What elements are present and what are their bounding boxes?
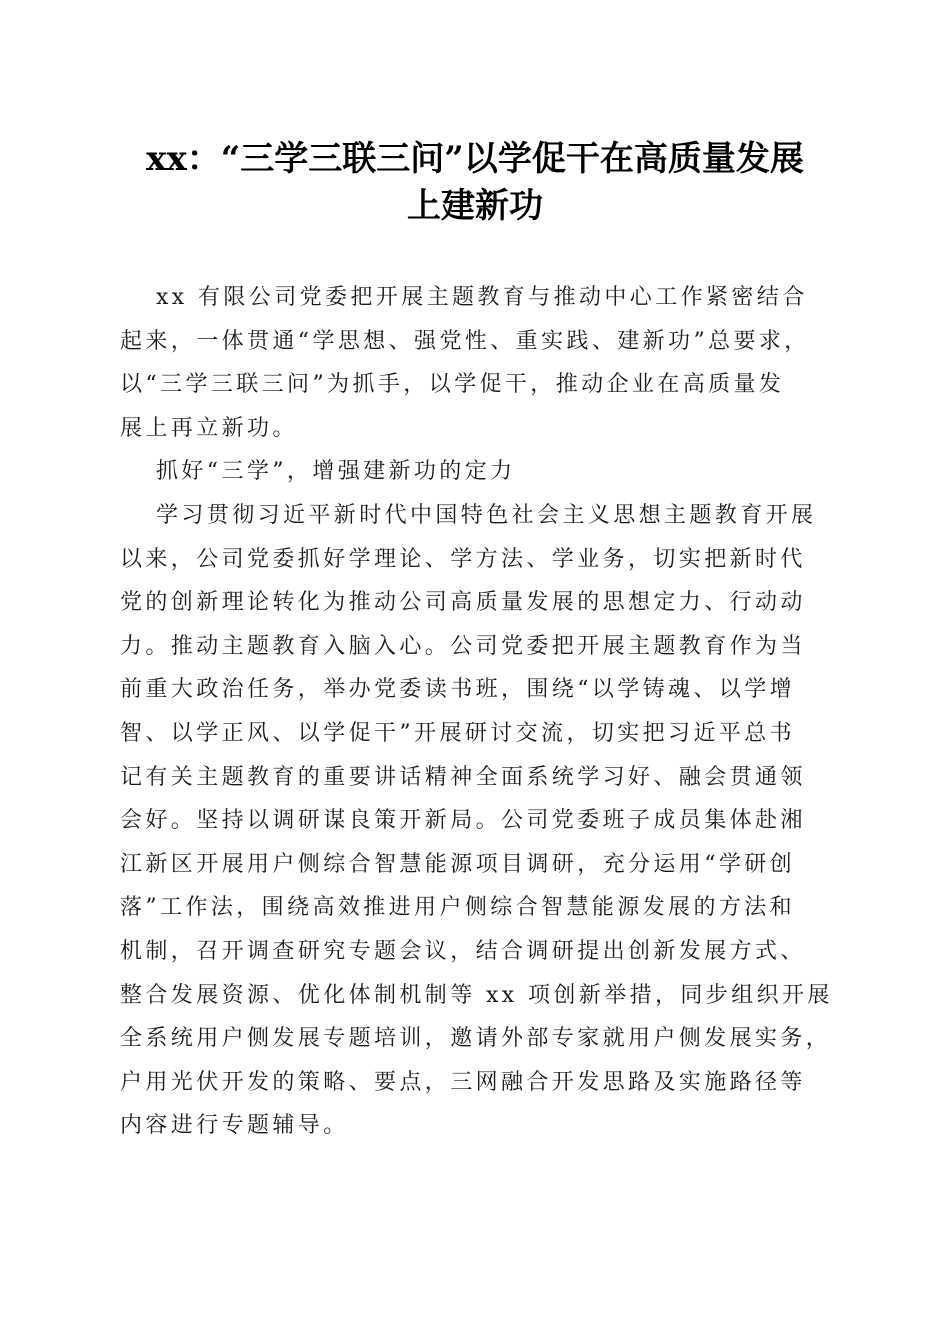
paragraph-2-line: 记有关主题教育的重要讲话精神全面系统学习好、融会贯通领: [120, 764, 806, 790]
title-line: xx：“三学三联三问”以学促干在高质量发展: [146, 139, 804, 179]
paragraph-2-line: 整合发展资源、优化体制机制等 xx 项创新举措，同步组织开展: [120, 982, 833, 1008]
paragraph-2-line: 力。推动主题教育入脑入心。公司党委把开展主题教育作为当: [120, 633, 806, 659]
section-heading: 抓好“三学”，增强建新功的定力: [156, 459, 516, 485]
title-line: 上建新功: [407, 186, 543, 226]
paragraph-2-line: 以来，公司党委抓好学理论、学方法、学业务，切实把新时代: [120, 546, 806, 572]
paragraph-1-line: 展上再立新功。: [120, 415, 298, 441]
paragraph-2-line: 学习贯彻习近平新时代中国特色社会主义思想主题教育开展: [156, 502, 817, 528]
paragraph-2-line: 江新区开展用户侧综合智慧能源项目调研，充分运用“学研创: [120, 851, 796, 877]
paragraph-2-line: 智、以学正风、以学促干”开展研讨交流，切实把习近平总书: [120, 720, 796, 746]
paragraph-2-line: 会好。坚持以调研谋良策开新局。公司党委班子成员集体赴湘: [120, 808, 806, 834]
document-body: [120, 276, 832, 1148]
paragraph-1-line: xx 有限公司党委把开展主题教育与推动中心工作紧密结合: [156, 285, 808, 310]
paragraph-2-line: 内容进行专题辅导。: [120, 1113, 349, 1139]
paragraph-2-line: 党的创新理论转化为推动公司高质量发展的思想定力、行动动: [120, 590, 806, 616]
paragraph-2-line: 户用光伏开发的策略、要点，三网融合开发思路及实施路径等: [120, 1069, 806, 1095]
document-title: [110, 136, 840, 230]
paragraph-2-line: 机制，召开调查研究专题会议，结合调研提出创新发展方式、: [120, 938, 806, 964]
paragraph-1-line: 以“三学三联三问”为抓手，以学促干，推动企业在高质量发: [120, 372, 785, 398]
paragraph-2-line: 落”工作法，围绕高效推进用户侧综合智慧能源发展的方法和: [120, 895, 796, 921]
paragraph-1-line: 起来，一体贯通“学思想、强党性、重实践、建新功”总要求，: [120, 328, 810, 354]
paragraph-2-line: 全系统用户侧发展专题培训，邀请外部专家就用户侧发展实务，: [120, 1026, 832, 1052]
paragraph-2-line: 前重大政治任务，举办党委读书班，围绕“以学铸魂、以学增: [120, 677, 796, 703]
